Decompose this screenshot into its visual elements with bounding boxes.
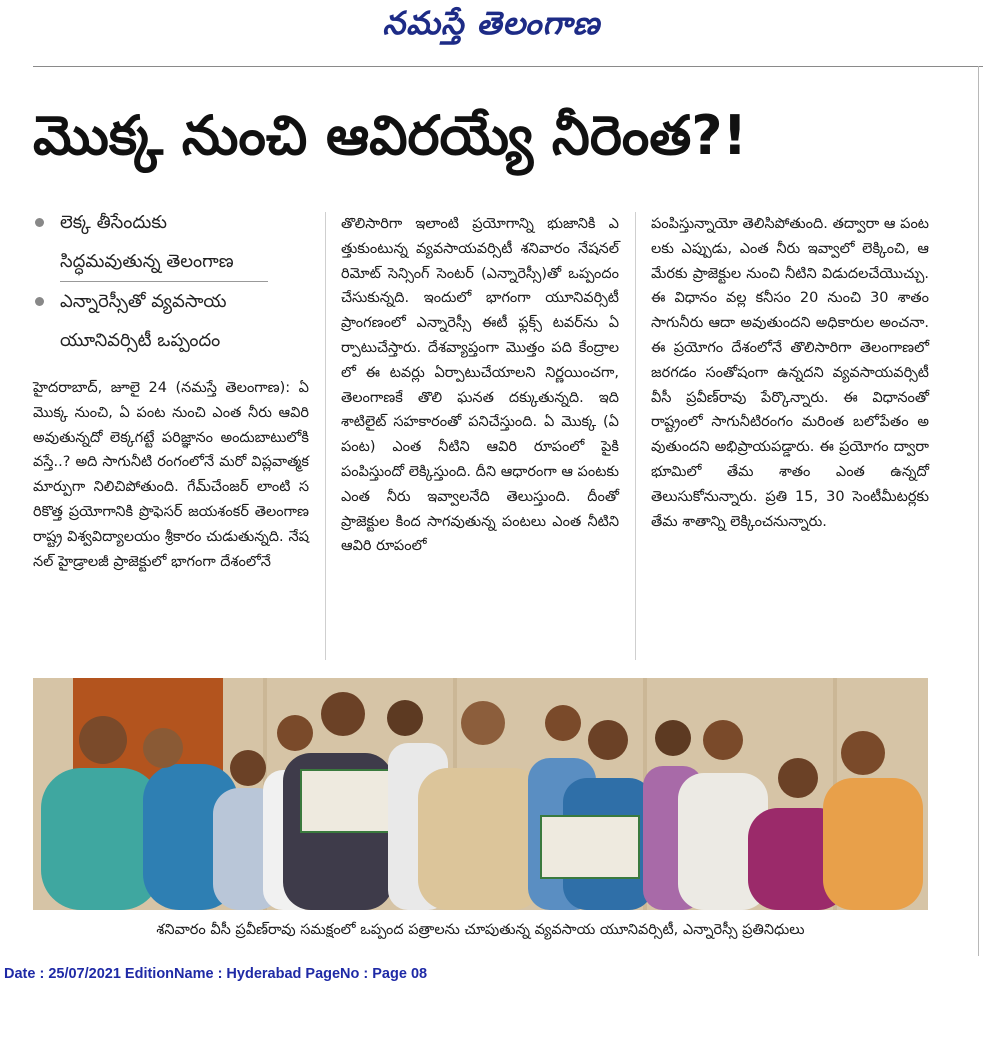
highlight-line: సిద్ధమవుతున్న తెలంగాణ	[60, 242, 268, 282]
article-column-3: పంపిస్తున్నాయో తెలిసిపోతుంది. తద్వారా ఆ పంటలకు ఎప్పుడు, ఎంత నీరు ఇవ్వాలో లెక్కించి, ఆ మేరకు ప్రాజెక్టుల నుంచి నీటిని విడుదలచేయొచ్చు. ఈ విధానం వల్ల కనీసం 20 నుంచి 30 శాతం సాగునీరు ఆదా అవుతుందని అధికారుల అంచనా. ఈ ప్రయోగం దేశంలోనే తొలిసారిగా తెలంగాణలో జరగడం సంతోషంగా ఉన్నదని వ్యవసాయవర్సిటీ వీసీ ప్రవీణ్‌రావు పేర్కొన్నారు. ఈ విధానంతో రాష్ట్రంలో సాగునీటిరంగం మరింత బలోపేతం అవుతుందని అభిప్రాయపడ్డారు. ఈ ప్రయోగం ద్వారా భూమిలో తేమ శాతం ఎంత ఉన్నదో తెలుసుకోనున్నారు. ప్రతి 15, 30 సెంటీమీటర్లకు తేమ శాతాన్ని లెక్కించనున్నారు.	[651, 216, 929, 530]
highlight-line: లెక్క తీసేందుకు	[60, 212, 167, 233]
column-divider	[325, 212, 326, 660]
newspaper-logo: నమస్తే తెలంగాణ	[382, 4, 601, 42]
masthead	[0, 0, 983, 52]
masthead-divider	[33, 66, 983, 67]
article-column-1: హైదరాబాద్, జూలై 24 (నమస్తే తెలంగాణ): ఏ మొక్క నుంచి, ఏ పంట నుంచి ఎంత నీరు ఆవిరి అవుతున్నదో లెక్కగట్టే పరిజ్ఞానం అందుబాటులోకి వస్తే..? అది సాగునీటి రంగంలోనే మరో విప్లవాత్మక మార్పుగా నిలిచిపోతుంది. గేమ్‌చేంజర్ లాంటి సరికొత్త ప్రయోగానికి ప్రొఫెసర్ జయశంకర్ తెలంగాణ రాష్ట్ర విశ్వవిద్యాలయం శ్రీకారం చుడుతున్నది. నేషనల్ హైడ్రాలజీ ప్రాజెక్టులో భాగంగా దేశంలోనే	[33, 380, 309, 570]
bullet-dot-icon	[35, 218, 44, 227]
group-photo	[33, 678, 928, 910]
highlight-item	[33, 203, 268, 282]
article-column-2: తొలిసారిగా ఇలాంటి ప్రయోగాన్ని భుజానికి ఎత్తుకుంటున్న వ్యవసాయవర్సిటీ శనివారం నేషనల్ రిమోట్ సెన్సింగ్ సెంటర్ (ఎన్నారెస్సీ)తో ఒప్పందం చేసుకున్నది. ఇందులో భాగంగా యూనివర్సిటీ ప్రాంగణంలో ఎన్నారెస్సీ ఈటీ ఫ్లక్స్ టవర్‌ను ఏర్పాటుచేస్తారు. దేశవ్యాప్తంగా మొత్తం పది కేంద్రాలలో ఈ టవర్లు ఏర్పాటుచేయాలని నిర్ణయించగా, తెలంగాణకే తొలి ఘనత దక్కుతున్నది. ఇది శాటిలైట్ సహకారంతో పనిచేస్తుంది. ఏ మొక్క (ఏ పంట) ఎంత నీటిని ఆవిరి రూపంలో పైకి పంపిస్తుందో లెక్కిస్తుంది. దీని ఆధారంగా ఆ పంటకు ఎంత నీరు ఇవ్వాలనేది తెలుస్తుంది. దీంతో ప్రాజెక్టుల కింద సాగవుతున్న పంటలు ఎంత నీటిని ఆవిరి రూపంలో	[341, 216, 619, 555]
group-photo-illustration	[33, 678, 928, 910]
highlights	[33, 203, 268, 360]
page-edge-rule	[978, 66, 979, 956]
highlight-line: ఎన్నారెస్సీతో వ్యవసాయ	[60, 291, 227, 312]
highlight-item	[33, 282, 268, 360]
column-divider	[635, 212, 636, 660]
bullet-dot-icon	[35, 297, 44, 306]
highlight-line: యూనివర్సిటీ ఒప్పందం	[60, 330, 221, 351]
photo-caption: శనివారం వీసీ ప్రవీణ్‌రావు సమక్షంలో ఒప్పంద పత్రాలను చూపుతున్న వ్యవసాయ యూనివర్సిటీ, ఎన్నారెస్సీ ప్రతినిధులు	[156, 922, 805, 938]
article-headline: మొక్క నుంచి ఆవిరయ్యే నీరెంత?!	[33, 104, 748, 167]
edition-info: Date : 25/07/2021 EditionName : Hyderabad PageNo : Page 08	[4, 966, 428, 982]
